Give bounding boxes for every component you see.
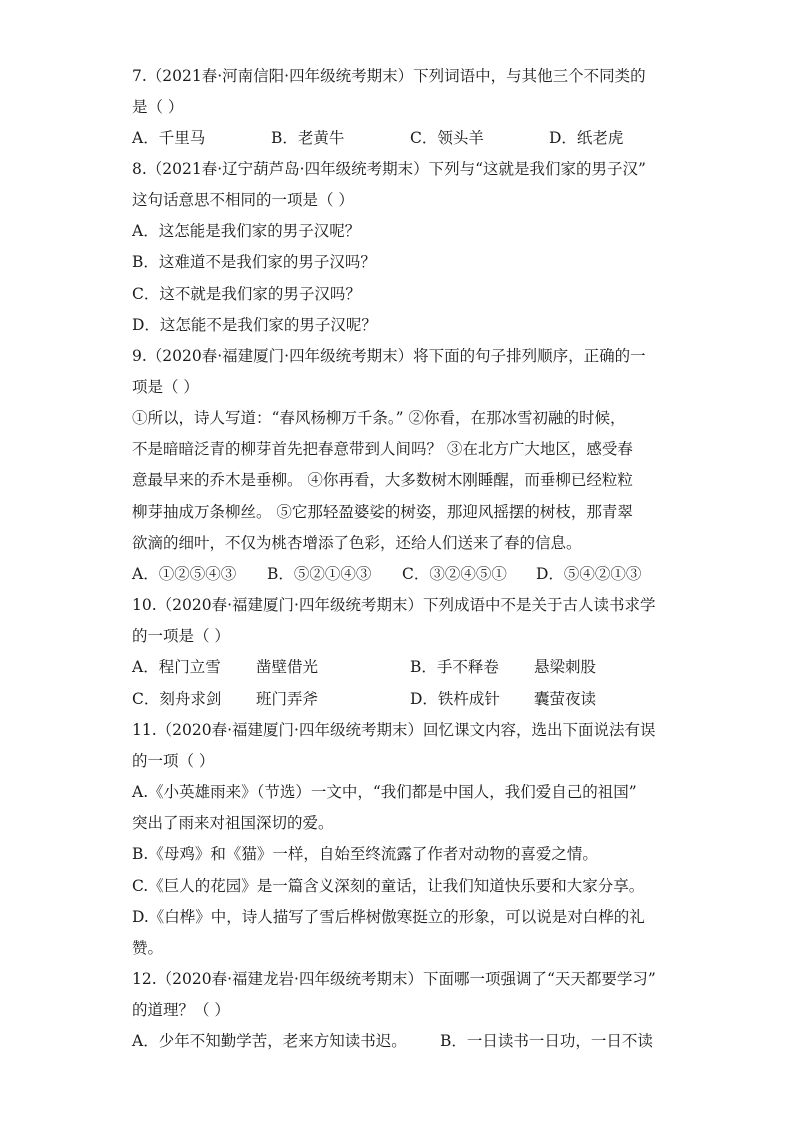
- q9-passage-line5: 欲滴的细叶，不仅为桃杏增添了色彩，还给人们送来了春的信息。: [132, 534, 582, 552]
- q8-stem-line1: 8.（2021春·辽宁葫芦岛·四年级统考期末）下列与“这就是我们家的男子汉”: [132, 160, 646, 178]
- q7-option-b: B．老黄牛: [271, 129, 345, 147]
- q8-option-b: B．这难道不是我们家的男子汉吗？: [132, 253, 376, 271]
- q10-option-a-extra: 凿壁借光: [256, 658, 319, 676]
- q10-options-row2: [132, 687, 632, 711]
- q8-stem-line2: 这句话意思不相同的一项是（ ）: [132, 191, 354, 209]
- q11-stem-line1: 11.（2020春·福建厦门·四年级统考期末）回忆课文内容，选出下面说法有误: [132, 721, 656, 739]
- q9-stem-line2: 项是（ ）: [132, 378, 199, 396]
- q9-stem-line1: 9.（2020春·福建厦门·四年级统考期末）将下面的句子排列顺序，正确的一: [132, 347, 646, 365]
- q9-passage-line2: 不是暗暗泛青的柳芽首先把春意带到人间吗？ ③在北方广大地区，感受春: [132, 440, 633, 458]
- q9-passage-line1: ①所以，诗人写道：“春风杨柳万千条。” ②你看，在那冰雪初融的时候，: [132, 409, 626, 427]
- q9-option-c: C．③②④⑤①: [402, 565, 507, 583]
- q12-option-b: B．一日读书一日功，一日不读: [440, 1032, 653, 1050]
- q12-stem-line1: 12.（2020春·福建龙岩·四年级统考期末）下面哪一项强调了“天天都要学习”: [132, 970, 656, 988]
- q9-option-d: D．⑤④②①③: [536, 565, 642, 583]
- q10-option-a: A．程门立雪: [132, 658, 221, 676]
- q11-option-b: B.《母鸡》和《猫》一样，自始至终流露了作者对动物的喜爱之情。: [132, 845, 598, 863]
- q11-option-d-line1: D.《白桦》中，诗人描写了雪后桦树傲寒挺立的形象，可以说是对白桦的礼: [132, 908, 645, 926]
- q10-option-c: C．刻舟求剑: [132, 690, 222, 708]
- q10-option-d-extra: 囊萤夜读: [534, 690, 597, 708]
- q10-options-row1: [132, 655, 632, 679]
- q7-stem-line1: 7.（2021春·河南信阳·四年级统考期末）下列词语中，与其他三个不同类的: [132, 67, 646, 85]
- q12-stem-line2: 的道理？（ ）: [132, 1001, 230, 1019]
- q8-option-d: D．这怎能不是我们家的男子汉呢？: [132, 316, 377, 334]
- q9-passage-line4: 柳芽抽成万条柳丝。 ⑤它那轻盈婆娑的树姿，那迎风摇摆的树枝，那青翠: [132, 503, 633, 521]
- q12-option-a: A．少年不知勤学苦，老来方知读书迟。: [132, 1032, 407, 1050]
- q7-option-a: A．千里马: [132, 129, 206, 147]
- q9-passage-line3: 意最早来的乔木是垂柳。 ④你再看，大多数树木刚睡醒，而垂柳已经粒粒: [132, 471, 633, 489]
- q11-option-c: C.《巨人的花园》是一篇含义深刻的童话，让我们知道快乐要和大家分享。: [132, 877, 645, 895]
- q11-stem-line2: 的一项（ ）: [132, 752, 215, 770]
- q12-options: [132, 1029, 662, 1053]
- q9-option-b: B．⑤②①④③: [267, 565, 372, 583]
- q7-options: [132, 126, 652, 150]
- q8-option-a: A．这怎能是我们家的男子汉呢？: [132, 222, 361, 240]
- q11-option-a-line2: 突出了雨来对祖国深切的爱。: [132, 814, 334, 832]
- q11-option-d-line2: 赞。: [132, 939, 164, 957]
- q9-option-a: A．①②⑤④③: [132, 565, 237, 583]
- q10-option-b-extra: 悬梁刺股: [534, 658, 597, 676]
- q10-option-d: D．铁杵成针: [410, 690, 500, 708]
- q10-option-c-extra: 班门弄斧: [256, 690, 319, 708]
- q7-option-c: C．领头羊: [410, 129, 484, 147]
- q10-stem-line1: 10.（2020春·福建厦门·四年级统考期末）下列成语中不是关于古人读书求学: [132, 596, 656, 614]
- q10-stem-line2: 的一项是（ ）: [132, 627, 230, 645]
- q9-options: [132, 562, 672, 586]
- q10-option-b: B．手不释卷: [410, 658, 499, 676]
- q7-stem-line2: 是（ ）: [132, 98, 184, 116]
- q8-option-c: C．这不就是我们家的男子汉吗？: [132, 285, 361, 303]
- q7-option-d: D．纸老虎: [549, 129, 624, 147]
- q11-option-a-line1: A.《小英雄雨来》（节选）一文中，“我们都是中国人，我们爱自己的祖国”: [132, 783, 637, 801]
